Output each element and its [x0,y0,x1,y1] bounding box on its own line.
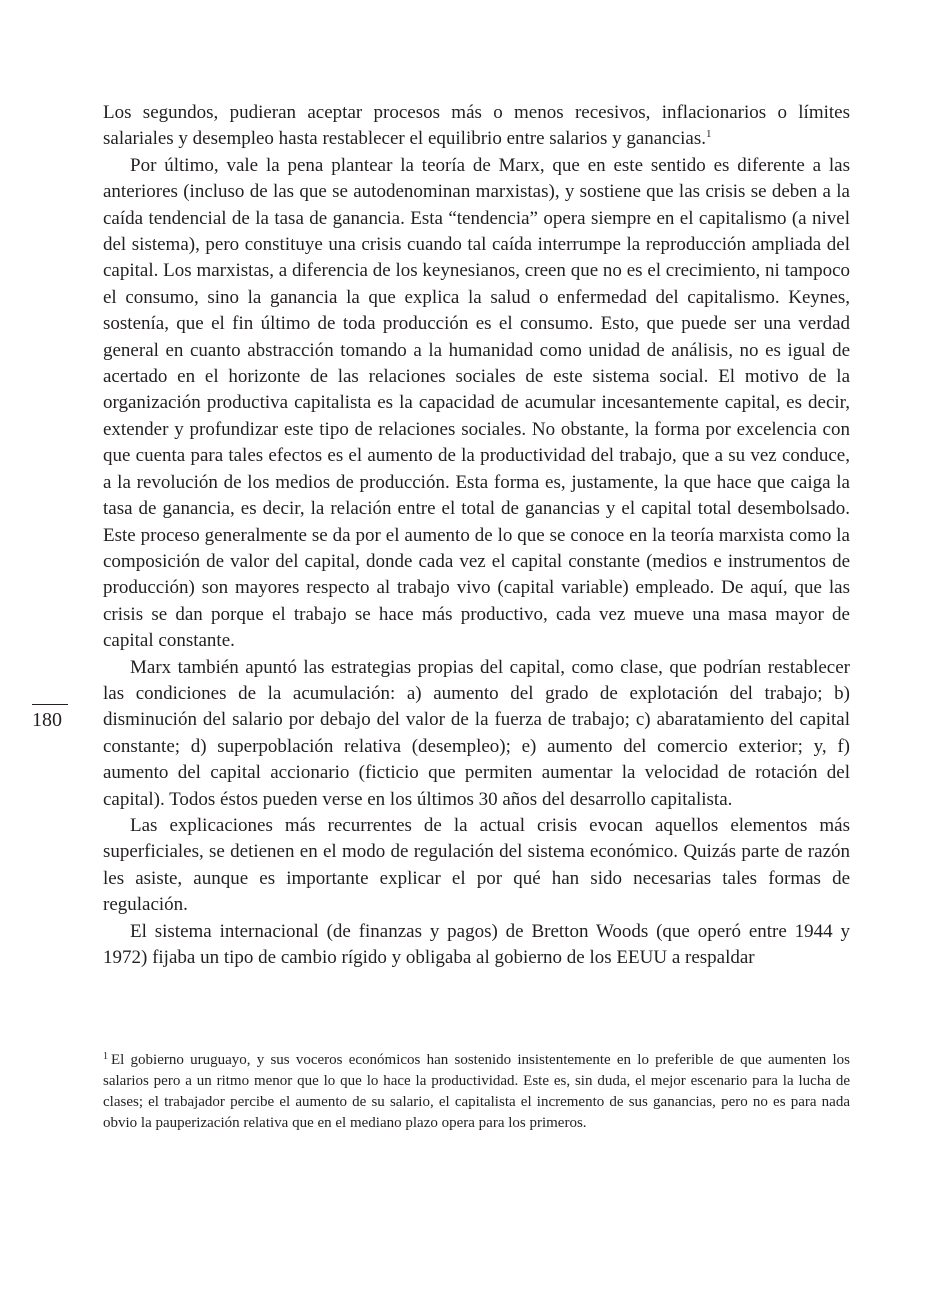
body-text [103,100,850,971]
paragraph-3: Marx también apuntó las estrategias propias del capital, como clase, que podrían restablecer las condiciones de la acumulación: a) aumento del grado de explotación del trabajo; b) disminución del salario por debajo del valor de la fuerza de trabajo; c) abaratamiento del capital constante; d) superpoblación relativa (desempleo); e) aumento del comercio exterior; y, f) aumento del capital accionario (ficticio que permiten aumentar la velocidad de rotación del capital). Todos éstos pueden verse en los últimos 30 años del desarrollo capitalista. [103,656,850,810]
paragraph-5: El sistema internacional (de finanzas y pagos) de Bretton Woods (que operó entre 1944 y 1972) fijaba un tipo de cambio rígido y obligaba al gobierno de los EEUU a respaldar [103,920,850,968]
footnote-reference: 1 [706,128,712,141]
paragraph-4: Las explicaciones más recurrentes de la actual crisis evocan aquellos elementos más superficiales, se detienen en el modo de regulación del sistema económico. Quizás parte de razón les asiste, aunque es importante explicar el por qué han sido necesarias tales formas de regulación. [103,814,850,916]
page-number: 180 [32,709,62,731]
paragraph-1-text: Los segundos, pudieran aceptar procesos más o menos recesivos, inflacionarios o límites salariales y desempleo hasta restablecer el equilibrio entre salarios y ganancias. [103,102,850,150]
footnote-1 [103,1050,850,1134]
paragraph-2: Por último, vale la pena plantear la teoría de Marx, que en este sentido es diferente a las anteriores (incluso de las que se autodenominan marxistas), y sostiene que las crisis se deben a la caída tendencial de la tasa de ganancia. Esta “tendencia” opera siempre en el capitalismo (a nivel del sistema), pero constituye una crisis cuando tal caída interrumpe la reproducción ampliada del capital. Los marxistas, a diferencia de los keynesianos, creen que no es el crecimiento, ni tampoco el consumo, sino la ganancia la que explica la salud o enfermedad del capitalismo. Keynes, sostenía, que el fin último de toda producción es el consumo. Esto, que puede ser una verdad general en cuanto abstracción tomando a la humanidad como unidad de análisis, no es igual de acertado en el horizonte de las relaciones sociales de este sistema social. El motivo de la organización productiva capitalista es la capacidad de acumular incesantemente capital, es decir, extender y profundizar este tipo de relaciones sociales. No obstante, la forma por excelencia con que cuenta para tales efectos es el aumento de la productividad del trabajo, que a su vez conduce, a la revolución de los medios de producción. Esta forma es, justamente, la que hace que caiga la tasa de ganancia, es decir, la relación entre el total de ganancias y el capital total desembolsado. Este proceso generalmente se da por el aumento de lo que se conoce en la teoría marxista como la composición de valor del capital, donde cada vez el capital constante (medios e instrumentos de producción) son mayores respecto al trabajo vivo (capital variable) empleado. De aquí, que las crisis se dan porque el trabajo se hace más productivo, cada vez mueve una masa mayor de capital constante. [103,154,850,652]
footnotes [103,1050,850,1134]
paragraph-1 [103,100,850,153]
page-number-rule [32,704,68,705]
footnote-mark: 1 [103,1051,108,1062]
footnote-text: El gobierno uruguayo, y sus voceros económicos han sostenido insistentemente en lo preferible de que aumenten los salarios pero a un ritmo menor que lo que lo hace la productividad. Este es, sin duda, el mejor escenario para la lucha de clases; el trabajador percibe el aumento de su salario, el capitalista el incremento de sus ganancias, pero no es para nada obvio la pauperización relativa que en el mediano plazo opera para los primeros. [103,1052,850,1131]
